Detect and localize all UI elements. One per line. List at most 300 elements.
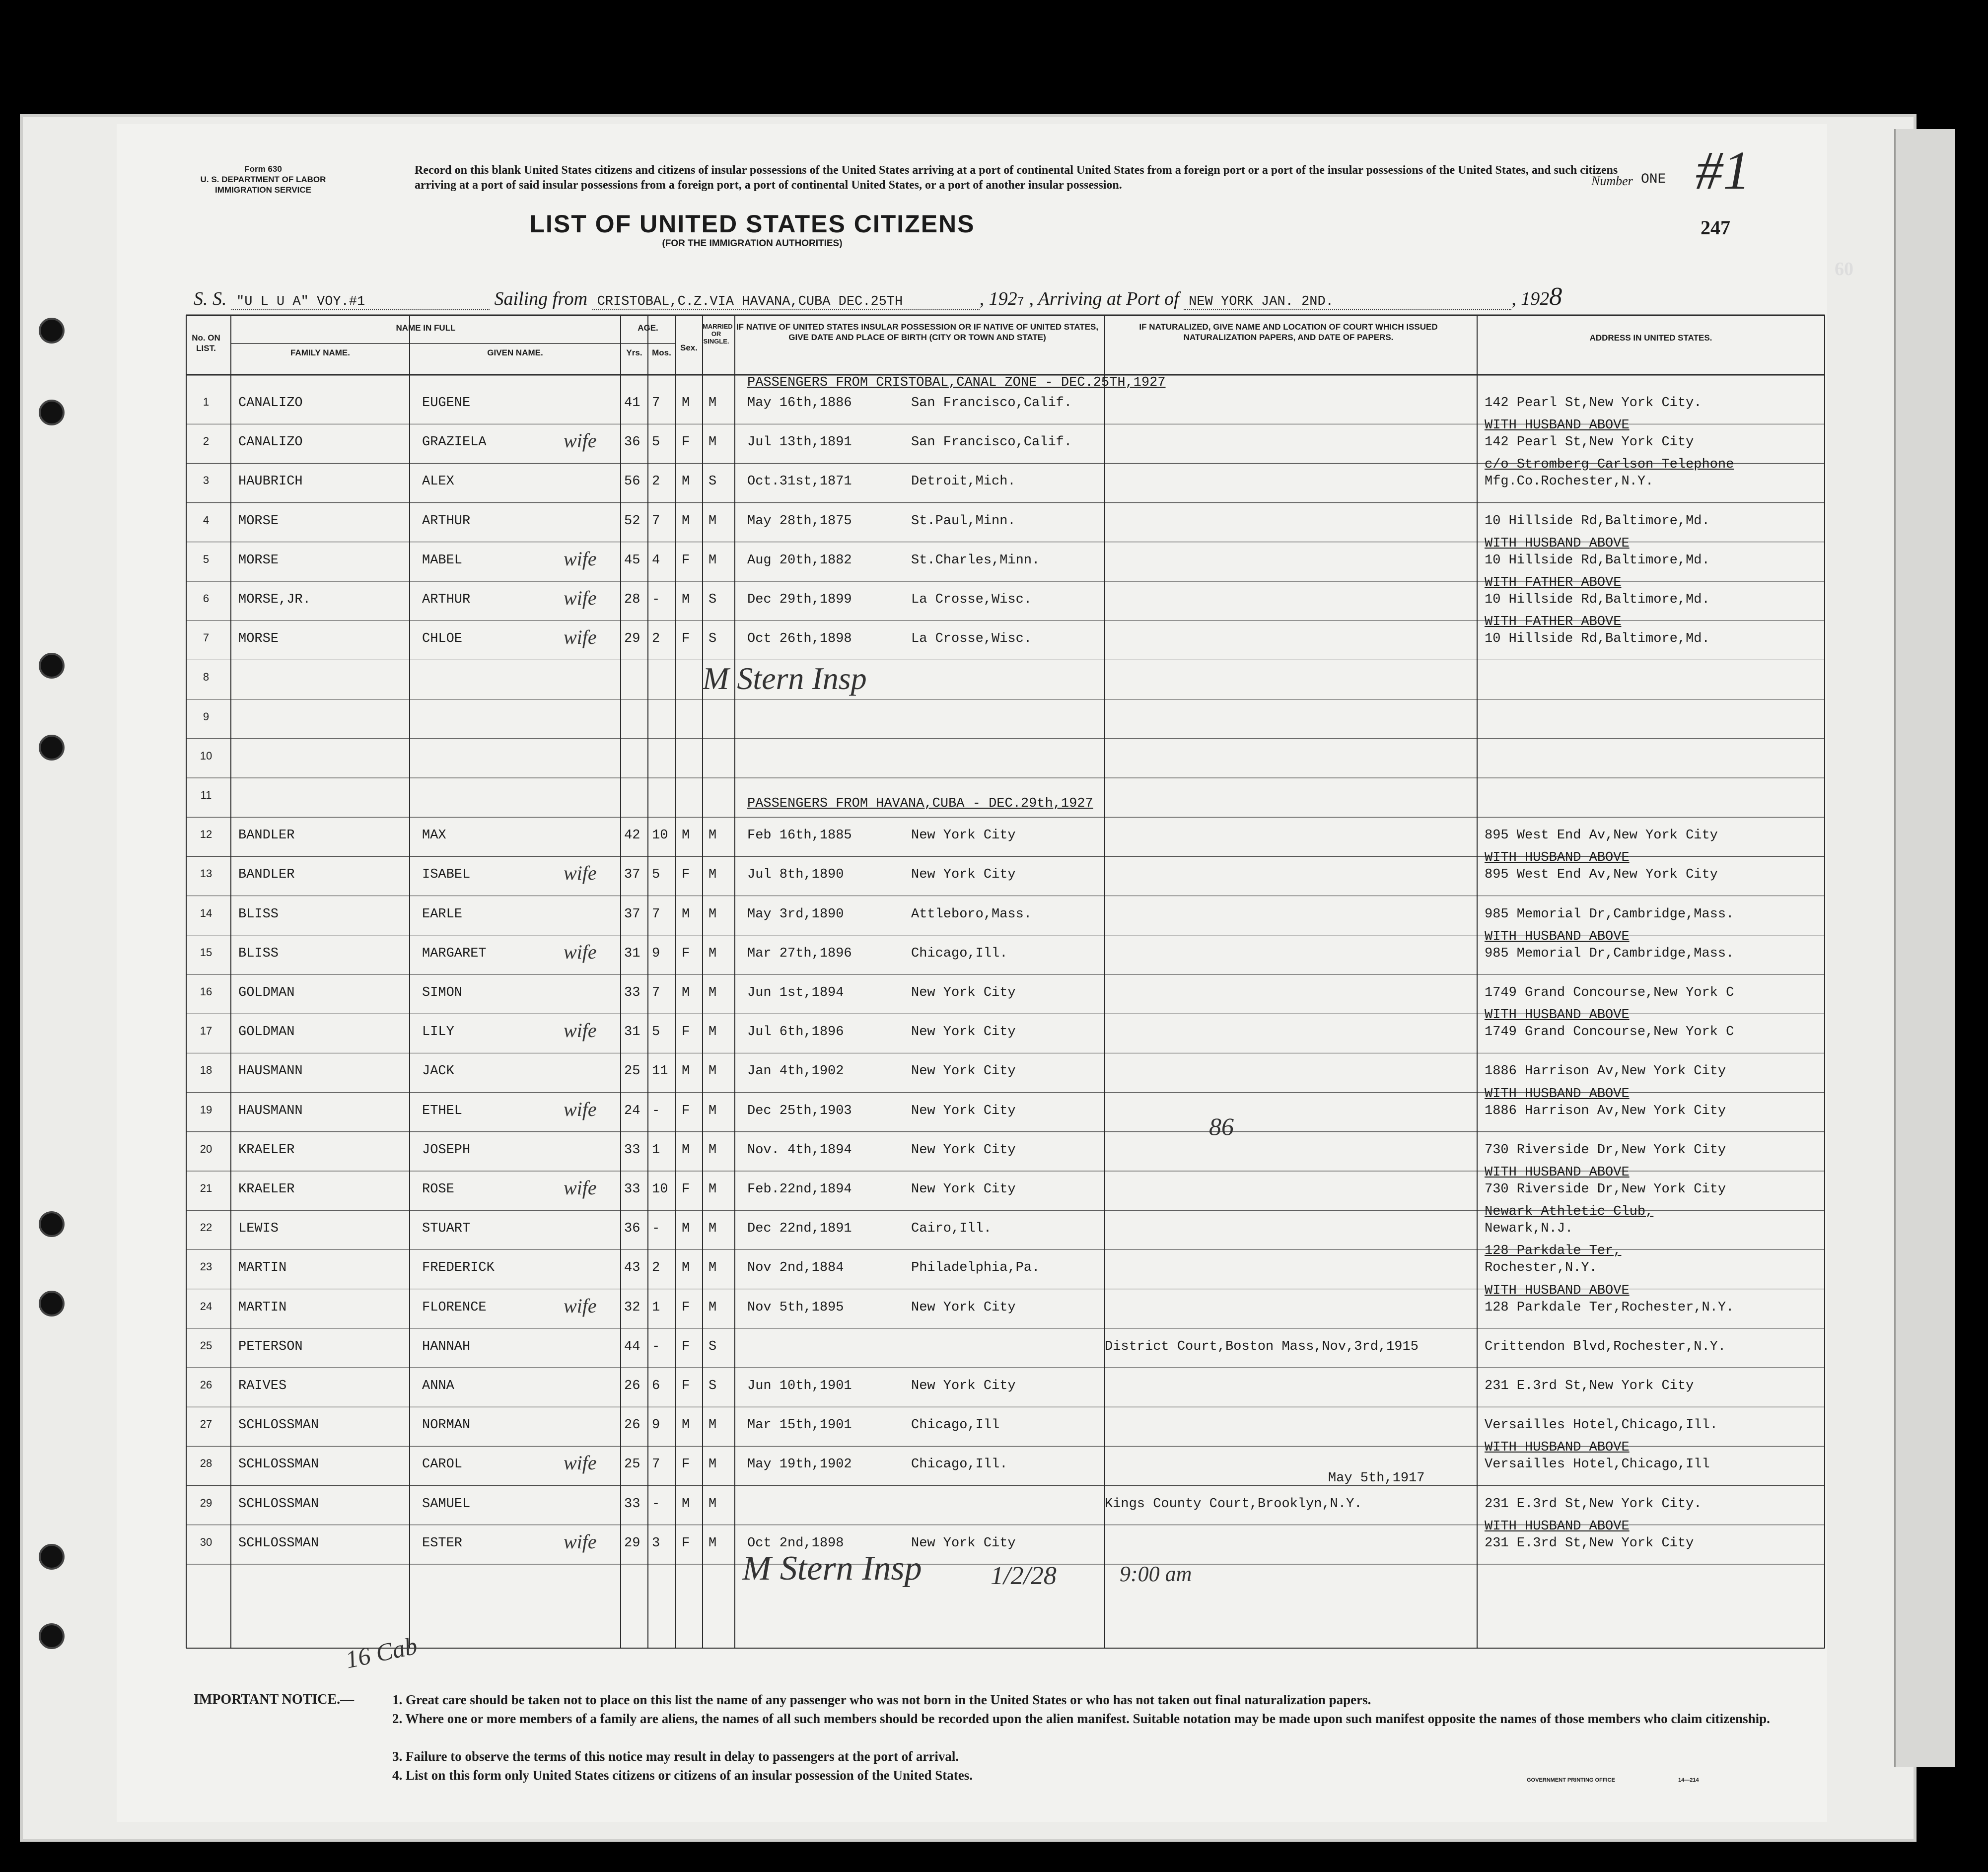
row-number: 11 [200,789,212,801]
address: 985 Memorial Dr,Cambridge,Mass. [1485,906,1734,922]
sex: F [682,1300,690,1315]
given-name: FLORENCE [422,1300,487,1315]
age-years: 26 [624,1418,640,1433]
family-name: MORSE [238,513,279,529]
age-months: 7 [652,906,660,922]
age-months: - [652,1221,660,1237]
age-years: 31 [624,946,640,961]
notice-item-4: 4. List on this form only United States citizens or citizens of an insular possession of the United States. [392,1768,973,1783]
sex: M [682,1142,690,1158]
handwritten-wife-mark: wife [564,1019,597,1042]
punch-hole [39,735,65,761]
birth-date: Feb.22nd,1894 [747,1182,852,1197]
row-number: 30 [200,1535,213,1548]
age-months: 6 [652,1379,660,1393]
printer-credit: GOVERNMENT PRINTING OFFICE [1527,1777,1615,1783]
family-name: HAUSMANN [238,1064,303,1079]
given-name: CAROL [422,1457,463,1472]
sex: M [682,513,690,529]
address: 1886 Harrison Av,New York City [1485,1064,1726,1079]
side-number: 60 [1835,259,1853,279]
age-years: 43 [624,1260,640,1276]
ss-label: S. S. [194,288,227,309]
birth-date: Nov 2nd,1884 [747,1260,844,1276]
handwritten-wife-mark: wife [564,547,597,570]
birth-date: Dec 29th,1899 [747,592,852,607]
birth-place: Philadelphia,Pa. [911,1260,1040,1276]
page-number: 247 [1701,216,1730,239]
given-name: ARTHUR [422,592,471,607]
address: Versailles Hotel,Chicago,Ill. [1485,1418,1718,1433]
row-number: 15 [200,946,213,959]
row-number: 21 [200,1182,213,1194]
sex: F [682,1103,690,1118]
age-years: 33 [624,1142,640,1158]
age-months: 2 [652,631,660,647]
birth-date: Jul 8th,1890 [747,867,844,883]
sex: F [682,1457,690,1472]
family-name: SCHLOSSMAN [238,1457,319,1472]
number-label: Number [1591,174,1633,188]
handwritten-wife-mark: wife [564,940,597,963]
marital-status: M [709,1260,717,1276]
birth-date: Dec 25th,1903 [747,1103,852,1118]
sex: F [682,631,690,647]
sex: M [682,1496,690,1512]
address: 10 Hillside Rd,Baltimore,Md. [1485,592,1710,607]
birth-place: Cairo,Ill. [911,1221,992,1237]
sheet-edge [1894,129,1955,1767]
inspector-signature: M Stern Insp [703,661,867,696]
address-note: WITH HUSBAND ABOVE [1485,1283,1630,1298]
given-name: EUGENE [422,396,471,411]
family-name: SCHLOSSMAN [238,1535,319,1551]
age-months: 9 [652,1418,660,1433]
given-name: MARGARET [422,946,487,961]
signature-date: 1/2/28 [991,1562,1057,1590]
given-name: ETHEL [422,1103,463,1118]
family-name: HAUBRICH [238,474,303,489]
age-months: - [652,1103,660,1118]
birth-place: New York City [911,1142,1016,1158]
age-years: 28 [624,592,640,607]
sex: M [682,592,690,607]
age-years: 41 [624,396,640,411]
given-name: STUART [422,1221,471,1237]
given-name: JACK [422,1064,454,1079]
birth-date: May 16th,1886 [747,396,852,411]
age-months: 1 [652,1142,660,1158]
address-note: WITH HUSBAND ABOVE [1485,1165,1630,1180]
handwritten-wife-mark: wife [564,429,597,452]
birth-place: New York City [911,867,1016,883]
handwritten-wife-mark: wife [564,1530,597,1553]
marital-status: M [709,1025,717,1040]
address: Mfg.Co.Rochester,N.Y. [1485,474,1654,489]
address-note: WITH FATHER ABOVE [1485,575,1622,590]
row-number: 5 [203,553,210,565]
marital-status: S [709,592,717,607]
birth-place: New York City [911,828,1016,843]
row-number: 3 [203,474,210,487]
marital-status: M [709,1535,717,1551]
age-months: - [652,1339,660,1354]
address-note: c/o Stromberg Carlson Telephone [1485,457,1734,473]
notice-item-3: 3. Failure to observe the terms of this notice may result in delay to passengers at the port of arrival. [392,1749,959,1764]
age-years: 31 [624,1025,640,1040]
family-name: MARTIN [238,1260,287,1276]
age-months: 9 [652,946,660,961]
birth-place: La Crosse,Wisc. [911,631,1032,647]
given-name: ALEX [422,474,454,489]
address-note: WITH FATHER ABOVE [1485,615,1622,630]
marital-status: M [709,396,717,411]
birth-date: Oct 26th,1898 [747,631,852,647]
address: 142 Pearl St,New York City. [1485,396,1702,411]
given-name: ISABEL [422,867,471,883]
address: 1749 Grand Concourse,New York C [1485,985,1734,1000]
row-number: 14 [200,906,213,919]
age-months: 2 [652,1260,660,1276]
address-note: WITH HUSBAND ABOVE [1485,850,1630,866]
given-name: LILY [422,1025,454,1040]
marital-status: S [709,1379,717,1393]
row-number: 1 [203,396,210,408]
given-name: MABEL [422,553,463,568]
birth-place: San Francisco,Calif. [911,435,1072,450]
address-note: WITH HUSBAND ABOVE [1485,1440,1630,1456]
header-age: AGE. [638,323,658,333]
handwritten-wife-mark: wife [564,1452,597,1474]
service: IMMIGRATION SERVICE [215,185,311,195]
sex: F [682,1535,690,1551]
address: 1886 Harrison Av,New York City [1485,1103,1726,1118]
address: 142 Pearl St,New York City [1485,435,1694,450]
address: 231 E.3rd St,New York City [1485,1535,1694,1551]
sex: M [682,1221,690,1237]
address: 231 E.3rd St,New York City. [1485,1496,1702,1512]
age-years: 42 [624,828,640,843]
family-name: RAIVES [238,1379,287,1393]
manifest-page [117,124,1853,1822]
sailing-label: Sailing from [494,288,588,309]
family-name: CANALIZO [238,396,303,411]
row-number: 13 [200,867,213,880]
birth-date: May 3rd,1890 [747,906,844,922]
family-name: BLISS [238,906,279,922]
handwritten-wife-mark: wife [564,862,597,885]
birth-date: Jul 6th,1896 [747,1025,844,1040]
address: Crittendon Blvd,Rochester,N.Y. [1485,1339,1726,1354]
address: Versailles Hotel,Chicago,Ill [1485,1457,1710,1472]
handwritten-wife-mark: wife [564,1177,597,1199]
row-number: 16 [200,985,213,998]
sex: M [682,1064,690,1079]
age-years: 36 [624,1221,640,1237]
marital-status: M [709,1221,717,1237]
birth-date: Oct.31st,1871 [747,474,852,489]
address-note: WITH HUSBAND ABOVE [1485,1519,1630,1534]
punch-hole [39,1544,65,1570]
marital-status: M [709,513,717,529]
address: 730 Riverside Dr,New York City [1485,1182,1726,1197]
naturalization-court: District Court,Boston Mass,Nov,3rd,1915 [1105,1339,1419,1354]
marital-status: M [709,1142,717,1158]
age-months: 5 [652,1025,660,1040]
header-native: IF NATIVE OF UNITED STATES INSULAR POSSESSION OR IF NATIVE OF UNITED STATES, GIVE DATE AND PLACE OF BIRTH (CITY OR TOWN AND STATE) [736,322,1099,342]
age-months: 5 [652,435,660,450]
given-name: NORMAN [422,1418,471,1433]
arrival-port: NEW YORK JAN. 2ND. [1184,294,1511,310]
year2-prefix: , 192 [1511,288,1550,309]
handwritten-list-number: #1 [1696,140,1750,201]
marital-status: M [709,867,717,883]
handwritten-wife-mark: wife [564,587,597,609]
age-months: 1 [652,1300,660,1315]
department: U. S. DEPARTMENT OF LABOR [200,175,326,184]
age-years: 33 [624,1182,640,1197]
family-name: BLISS [238,946,279,961]
given-name: ARTHUR [422,513,471,529]
address: 231 E.3rd St,New York City [1485,1379,1694,1393]
address-note: 128 Parkdale Ter, [1485,1244,1622,1259]
age-years: 44 [624,1339,640,1354]
row-number: 27 [200,1418,213,1431]
birth-place: Chicago,Ill. [911,946,1008,961]
sex: F [682,1339,690,1354]
punch-hole [39,1623,65,1649]
given-name: CHLOE [422,631,463,647]
birth-place: Detroit,Mich. [911,474,1016,489]
given-name: EARLE [422,906,463,922]
row-number: 18 [200,1064,213,1077]
age-months: 7 [652,985,660,1000]
address: 10 Hillside Rd,Baltimore,Md. [1485,513,1710,529]
birth-date: Feb 16th,1885 [747,828,852,843]
age-months: 11 [652,1064,668,1079]
punch-hole [39,400,65,425]
header-married: MARRIED OR SINGLE. [703,323,733,345]
sex: M [682,1418,690,1433]
sex: M [682,396,690,411]
birth-date: May 28th,1875 [747,513,852,529]
marital-status: S [709,1339,717,1354]
age-years: 32 [624,1300,640,1315]
birth-place: New York City [911,1300,1016,1315]
age-years: 29 [624,1535,640,1551]
birth-place: San Francisco,Calif. [911,396,1072,411]
punch-hole [39,653,65,679]
sex: M [682,828,690,843]
age-months: 4 [652,553,660,568]
address-note: WITH HUSBAND ABOVE [1485,536,1630,551]
age-years: 37 [624,906,640,922]
punch-hole [39,1211,65,1237]
address: Newark,N.J. [1485,1221,1573,1237]
marital-status: S [709,474,717,489]
birth-place: New York City [911,1064,1016,1079]
row-number: 25 [200,1339,213,1352]
family-name: MORSE [238,553,279,568]
age-years: 37 [624,867,640,883]
address: 730 Riverside Dr,New York City [1485,1142,1726,1158]
row-number: 8 [203,671,210,684]
address: 895 West End Av,New York City [1485,867,1718,883]
header-address: ADDRESS IN UNITED STATES. [1589,333,1712,343]
row-number: 2 [203,435,210,448]
sex: M [682,1260,690,1276]
handwritten-wife-mark: wife [564,1098,597,1120]
age-months: 10 [652,828,668,843]
family-name: PETERSON [238,1339,303,1354]
row-number: 29 [200,1496,213,1509]
family-name: BANDLER [238,867,295,883]
punch-hole [39,1291,65,1317]
family-name: MARTIN [238,1300,287,1315]
page-title: LIST OF UNITED STATES CITIZENS [529,210,975,238]
row-number: 20 [200,1142,213,1155]
birth-place: Attleboro,Mass. [911,906,1032,922]
family-name: CANALIZO [238,435,303,450]
header-yrs: Yrs. [626,348,642,357]
sex: F [682,867,690,883]
given-name: SAMUEL [422,1496,471,1512]
sex: F [682,553,690,568]
given-name: ANNA [422,1379,454,1393]
row-number: 28 [200,1457,213,1470]
marital-status: M [709,553,717,568]
form-code: 14—214 [1678,1777,1699,1783]
birth-place: St.Charles,Minn. [911,553,1040,568]
family-name: KRAELER [238,1182,295,1197]
sex: M [682,985,690,1000]
age-years: 33 [624,985,640,1000]
given-name: ROSE [422,1182,454,1197]
sex: F [682,1182,690,1197]
age-months: 3 [652,1535,660,1551]
age-years: 29 [624,631,640,647]
birth-date: Dec 22nd,1891 [747,1221,852,1237]
marital-status: M [709,985,717,1000]
birth-place: Chicago,Ill [911,1418,1000,1433]
header-mos: Mos. [652,348,671,357]
age-years: 25 [624,1457,640,1472]
age-years: 36 [624,435,640,450]
age-years: 56 [624,474,640,489]
age-years: 45 [624,553,640,568]
age-months: 2 [652,474,660,489]
header-sex: Sex. [680,343,698,352]
birth-place: St.Paul,Minn. [911,513,1016,529]
punch-hole [39,318,65,344]
sex: F [682,946,690,961]
address-note: WITH HUSBAND ABOVE [1485,1086,1630,1102]
sex: F [682,1025,690,1040]
marital-status: M [709,1418,717,1433]
sex: F [682,435,690,450]
family-name: SCHLOSSMAN [238,1418,319,1433]
sex: F [682,1379,690,1393]
marital-status: M [709,946,717,961]
birth-date: Jul 13th,1891 [747,435,852,450]
age-months: 7 [652,396,660,411]
year1-prefix: , 192 [979,288,1017,309]
given-name: GRAZIELA [422,435,487,450]
given-name: FREDERICK [422,1260,495,1276]
page-subtitle: (FOR THE IMMIGRATION AUTHORITIES) [662,238,843,249]
given-name: SIMON [422,985,463,1000]
header-name-in-full: NAME IN FULL [396,323,456,333]
birth-date: Aug 20th,1882 [747,553,852,568]
family-name: BANDLER [238,828,295,843]
row-number: 17 [200,1025,213,1038]
birth-place: New York City [911,1182,1016,1197]
birth-place: New York City [911,1379,1016,1393]
birth-date: Mar 27th,1896 [747,946,852,961]
sex: M [682,906,690,922]
birth-place: New York City [911,1535,1016,1551]
notice-item-1: 1. Great care should be taken not to place on this list the name of any passenger who was not born in the United States or who has not taken out final naturalization papers. [392,1692,1371,1707]
address: 1749 Grand Concourse,New York C [1485,1025,1734,1040]
birth-place: New York City [911,1103,1016,1118]
row-number: 7 [203,631,210,644]
notice-item-2: 2. Where one or more members of a family are aliens, the names of all such members should be recorded upon the alien manifest. Suitable notation may be made upon such manifest opposite the names of those members who claim citizenship. [392,1711,1770,1726]
naturalization-court: Kings County Court,Brooklyn,N.Y. [1105,1496,1362,1512]
given-name: ESTER [422,1535,463,1551]
family-name: KRAELER [238,1142,295,1158]
naturalization-court: May 5th,1917 [1328,1471,1425,1486]
birth-date: Mar 15th,1901 [747,1418,852,1433]
marital-status: M [709,1457,717,1472]
header-family: FAMILY NAME. [290,348,350,357]
row-number: 4 [203,513,210,526]
birth-date: Nov 5th,1895 [747,1300,844,1315]
age-months: - [652,1496,660,1512]
row-number: 12 [200,828,213,841]
row-number: 26 [200,1379,213,1391]
handwritten-wife-mark: wife [564,1294,597,1317]
birth-place: La Crosse,Wisc. [911,592,1032,607]
inspector-signature-2: M Stern Insp [742,1549,922,1588]
ship-name: "U L U A" VOY.#1 [231,294,490,310]
signature-time: 9:00 am [1120,1562,1192,1586]
record-instructions: Record on this blank United States citizens and citizens of insular possessions of the United States arriving at a port of continental United States from a foreign port or a port of the insular possessions of the United States, and such citizens arriving at a port of said insular possessions from a foreign port, a port of continental United States, or a port of another insular possession. [415,164,1618,192]
address: 128 Parkdale Ter,Rochester,N.Y. [1485,1300,1734,1315]
marital-status: M [709,1103,717,1118]
age-years: 26 [624,1379,640,1393]
age-years: 52 [624,513,640,529]
age-months: 7 [652,1457,660,1472]
address: 10 Hillside Rd,Baltimore,Md. [1485,553,1710,568]
address: 10 Hillside Rd,Baltimore,Md. [1485,631,1710,647]
birth-place: New York City [911,985,1016,1000]
handwritten-86: 86 [1209,1112,1234,1140]
header-given: GIVEN NAME. [487,348,543,357]
row-number: 24 [200,1300,213,1313]
marital-status: S [709,631,717,647]
marital-status: M [709,828,717,843]
given-name: HANNAH [422,1339,471,1354]
birth-place: New York City [911,1025,1016,1040]
age-years: 33 [624,1496,640,1512]
age-months: 7 [652,513,660,529]
sailing-from: CRISTOBAL,C.Z.VIA HAVANA,CUBA DEC.25TH [592,294,980,310]
section-heading-cristobal: PASSENGERS FROM CRISTOBAL,CANAL ZONE - DEC.25TH,1927 [747,375,1166,390]
year1: 7 [1017,295,1024,309]
marital-status: M [709,1064,717,1079]
handwritten-wife-mark: wife [564,626,597,649]
address: 895 West End Av,New York City [1485,828,1718,843]
